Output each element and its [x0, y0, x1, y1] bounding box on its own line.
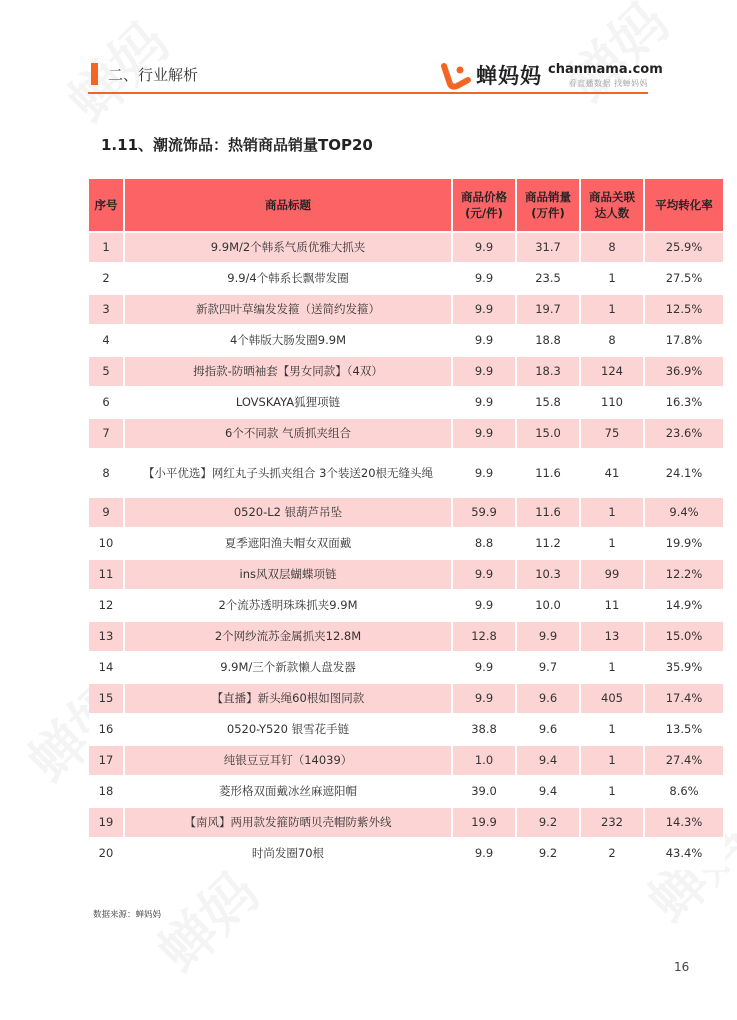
- cell-sales: 23.5: [517, 264, 581, 295]
- cell-rank: 19: [89, 808, 125, 839]
- cell-creators: 1: [581, 295, 645, 326]
- cell-rank: 1: [89, 233, 125, 264]
- source-note: 数据来源：蝉妈妈: [93, 910, 162, 920]
- cell-conversion: 13.5%: [645, 715, 725, 746]
- cell-rank: 20: [89, 839, 125, 870]
- cell-sales: 11.6: [517, 450, 581, 498]
- table-row: [89, 450, 725, 498]
- cell-sales: 19.7: [517, 295, 581, 326]
- table-row: [89, 326, 725, 357]
- cell-rank: 9: [89, 498, 125, 529]
- cell-price: 39.0: [453, 777, 517, 808]
- watermark-logo: [138, 852, 274, 988]
- cell-conversion: 16.3%: [645, 388, 725, 419]
- header-rank: 序号: [89, 179, 125, 233]
- table-row: [89, 622, 725, 653]
- cell-conversion: 19.9%: [645, 529, 725, 560]
- cell-creators: 1: [581, 746, 645, 777]
- cell-creators: 1: [581, 264, 645, 295]
- cell-conversion: 27.4%: [645, 746, 725, 777]
- cell-creators: 1: [581, 653, 645, 684]
- cell-sales: 9.2: [517, 808, 581, 839]
- page-heading: 1.11、潮流饰品：热销商品销量TOP20: [101, 136, 373, 154]
- table-row: [89, 560, 725, 591]
- cell-conversion: 14.3%: [645, 808, 725, 839]
- table-row: [89, 839, 725, 870]
- cell-price: 19.9: [453, 808, 517, 839]
- cell-creators: 41: [581, 450, 645, 498]
- cell-creators: 11: [581, 591, 645, 622]
- cell-rank: 17: [89, 746, 125, 777]
- cell-title: 2个网纱流苏金属抓夹12.8M: [125, 622, 453, 653]
- cell-sales: 18.8: [517, 326, 581, 357]
- cell-title: 【小平优选】网红丸子头抓夹组合 3个装送20根无缝头绳: [125, 450, 453, 498]
- cell-title: 菱形格双面戴冰丝麻遮阳帽: [125, 777, 453, 808]
- cell-sales: 11.2: [517, 529, 581, 560]
- table-row: [89, 529, 725, 560]
- cell-rank: 11: [89, 560, 125, 591]
- logo-text-en: chanmama.com: [548, 62, 663, 77]
- cell-rank: 10: [89, 529, 125, 560]
- cell-rank: 2: [89, 264, 125, 295]
- cell-title: 2个流苏透明珠珠抓夹9.9M: [125, 591, 453, 622]
- cell-title: ins风双层蝴蝶项链: [125, 560, 453, 591]
- cell-rank: 14: [89, 653, 125, 684]
- cell-sales: 9.6: [517, 715, 581, 746]
- cell-rank: 7: [89, 419, 125, 450]
- cell-price: 38.8: [453, 715, 517, 746]
- cell-price: 9.9: [453, 295, 517, 326]
- cell-creators: 13: [581, 622, 645, 653]
- cell-price: 9.9: [453, 326, 517, 357]
- logo-right-block: [548, 62, 663, 89]
- cell-creators: 1: [581, 529, 645, 560]
- header-price: 商品价格 (元/件): [453, 179, 517, 233]
- table-row: [89, 777, 725, 808]
- cell-title: LOVSKAYA狐狸项链: [125, 388, 453, 419]
- cell-conversion: 25.9%: [645, 233, 725, 264]
- cell-title: 0520-L2 银葫芦吊坠: [125, 498, 453, 529]
- cell-sales: 9.7: [517, 653, 581, 684]
- cell-price: 9.9: [453, 388, 517, 419]
- cell-title: 【直播】新头绳60根如图同款: [125, 684, 453, 715]
- cell-title: 9.9/4个韩系长飘带发圈: [125, 264, 453, 295]
- cell-conversion: 12.2%: [645, 560, 725, 591]
- cell-sales: 9.6: [517, 684, 581, 715]
- chanmama-logo-icon: [440, 60, 472, 90]
- header-title: 商品标题: [125, 179, 453, 233]
- cell-price: 9.9: [453, 560, 517, 591]
- cell-price: 9.9: [453, 264, 517, 295]
- cell-conversion: 14.9%: [645, 591, 725, 622]
- header-sales: 商品销量 (万件): [517, 179, 581, 233]
- cell-creators: 124: [581, 357, 645, 388]
- cell-conversion: 9.4%: [645, 498, 725, 529]
- section-title: 二、行业解析: [108, 66, 199, 84]
- cell-rank: 16: [89, 715, 125, 746]
- cell-creators: 110: [581, 388, 645, 419]
- cell-sales: 9.9: [517, 622, 581, 653]
- cell-title: 9.9M/2个韩系气质优雅大抓夹: [125, 233, 453, 264]
- cell-sales: 11.6: [517, 498, 581, 529]
- cell-conversion: 23.6%: [645, 419, 725, 450]
- cell-title: 时尚发圈70根: [125, 839, 453, 870]
- cell-rank: 13: [89, 622, 125, 653]
- cell-price: 9.9: [453, 419, 517, 450]
- cell-creators: 99: [581, 560, 645, 591]
- brand-logo: [440, 60, 542, 90]
- cell-creators: 405: [581, 684, 645, 715]
- table-row: [89, 684, 725, 715]
- cell-rank: 12: [89, 591, 125, 622]
- cell-price: 8.8: [453, 529, 517, 560]
- cell-conversion: 15.0%: [645, 622, 725, 653]
- section-accent-bar: [91, 63, 98, 85]
- cell-title: 纯银豆豆耳钉（14039）: [125, 746, 453, 777]
- cell-price: 9.9: [453, 591, 517, 622]
- cell-creators: 1: [581, 498, 645, 529]
- cell-title: 4个韩版大肠发圈9.9M: [125, 326, 453, 357]
- table-row: [89, 419, 725, 450]
- cell-rank: 4: [89, 326, 125, 357]
- table-row: [89, 808, 725, 839]
- cell-conversion: 24.1%: [645, 450, 725, 498]
- cell-rank: 5: [89, 357, 125, 388]
- table-row: [89, 357, 725, 388]
- cell-conversion: 35.9%: [645, 653, 725, 684]
- table-row: [89, 715, 725, 746]
- cell-sales: 9.2: [517, 839, 581, 870]
- cell-price: 59.9: [453, 498, 517, 529]
- cell-price: 12.8: [453, 622, 517, 653]
- table-header-row: [89, 179, 725, 233]
- cell-sales: 15.0: [517, 419, 581, 450]
- header-creators: 商品关联 达人数: [581, 179, 645, 233]
- top20-sales-table: [89, 179, 725, 870]
- logo-slogan: 看直播数据 找蝉妈妈: [568, 79, 648, 88]
- cell-price: 9.9: [453, 839, 517, 870]
- page-number: 16: [674, 960, 690, 974]
- watermark-logo: [548, 0, 684, 118]
- cell-rank: 18: [89, 777, 125, 808]
- cell-conversion: 36.9%: [645, 357, 725, 388]
- table-row: [89, 591, 725, 622]
- header-divider: [88, 92, 648, 94]
- cell-sales: 18.3: [517, 357, 581, 388]
- cell-sales: 10.3: [517, 560, 581, 591]
- cell-conversion: 43.4%: [645, 839, 725, 870]
- cell-title: 拇指款-防晒袖套【男女同款】（4双）: [125, 357, 453, 388]
- table-row: [89, 746, 725, 777]
- table-row: [89, 498, 725, 529]
- cell-title: 9.9M/三个新款懒人盘发器: [125, 653, 453, 684]
- cell-rank: 3: [89, 295, 125, 326]
- cell-conversion: 12.5%: [645, 295, 725, 326]
- cell-price: 9.9: [453, 233, 517, 264]
- cell-conversion: 27.5%: [645, 264, 725, 295]
- cell-creators: 1: [581, 715, 645, 746]
- cell-title: 【南风】两用款发箍防晒贝壳帽防紫外线: [125, 808, 453, 839]
- cell-conversion: 17.4%: [645, 684, 725, 715]
- cell-sales: 9.4: [517, 777, 581, 808]
- table-row: [89, 264, 725, 295]
- cell-sales: 31.7: [517, 233, 581, 264]
- cell-conversion: 17.8%: [645, 326, 725, 357]
- cell-creators: 2: [581, 839, 645, 870]
- cell-price: 1.0: [453, 746, 517, 777]
- table-row: [89, 653, 725, 684]
- cell-creators: 8: [581, 233, 645, 264]
- cell-sales: 9.4: [517, 746, 581, 777]
- cell-creators: 75: [581, 419, 645, 450]
- cell-rank: 15: [89, 684, 125, 715]
- table-row: [89, 295, 725, 326]
- cell-sales: 10.0: [517, 591, 581, 622]
- cell-creators: 232: [581, 808, 645, 839]
- cell-rank: 6: [89, 388, 125, 419]
- cell-rank: 8: [89, 450, 125, 498]
- cell-title: 夏季遮阳渔夫帽女双面戴: [125, 529, 453, 560]
- table-row: [89, 388, 725, 419]
- cell-price: 9.9: [453, 684, 517, 715]
- cell-price: 9.9: [453, 357, 517, 388]
- logo-text-cn: 蝉妈妈: [476, 64, 542, 88]
- cell-title: 0520-Y520 银雪花手链: [125, 715, 453, 746]
- cell-creators: 1: [581, 777, 645, 808]
- table-row: [89, 233, 725, 264]
- cell-sales: 15.8: [517, 388, 581, 419]
- cell-price: 9.9: [453, 450, 517, 498]
- cell-creators: 8: [581, 326, 645, 357]
- cell-price: 9.9: [453, 653, 517, 684]
- cell-title: 6个不同款 气质抓夹组合: [125, 419, 453, 450]
- cell-title: 新款四叶草编发发箍（送简约发箍）: [125, 295, 453, 326]
- header-conversion: 平均转化率: [645, 179, 725, 233]
- cell-conversion: 8.6%: [645, 777, 725, 808]
